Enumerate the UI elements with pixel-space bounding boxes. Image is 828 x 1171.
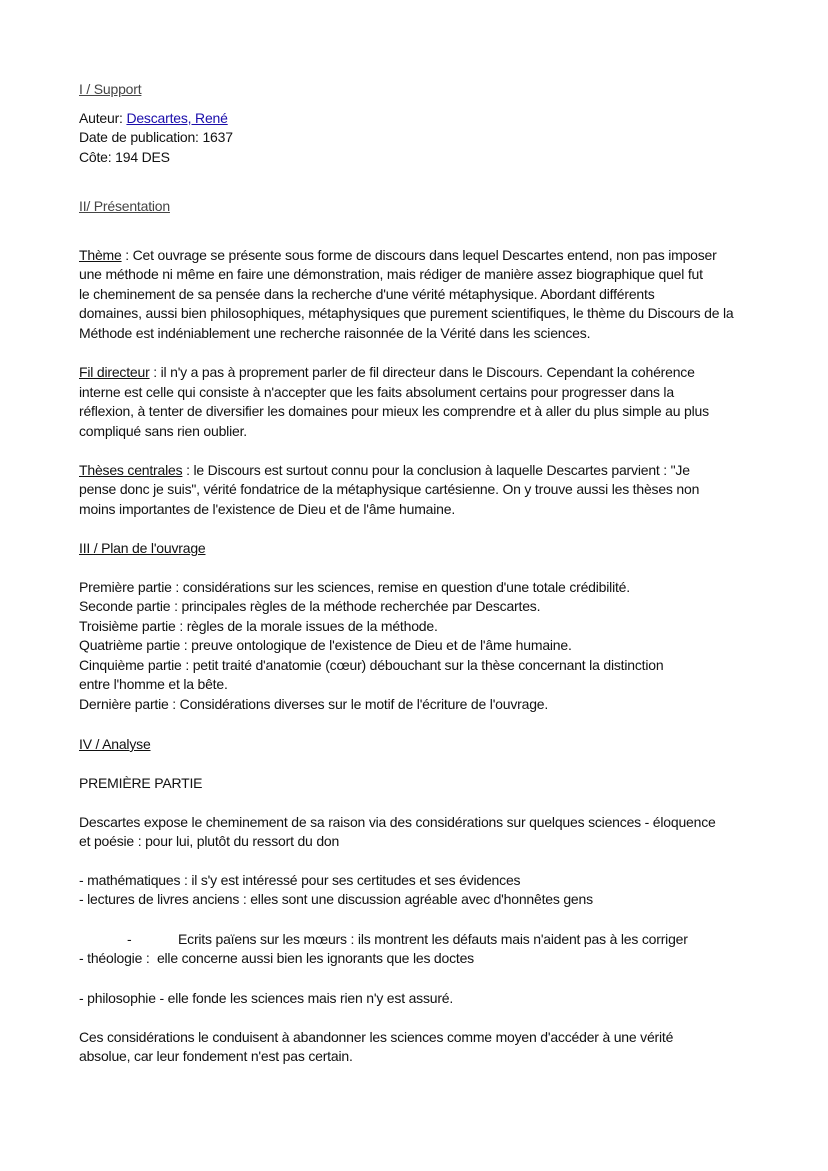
theme-line: une méthode ni même en faire une démonstration, mais rédiger de manière assez biographique quel fut: [79, 266, 703, 282]
theme-label: Thème: [79, 247, 122, 263]
section-heading-presentation: II/ Présentation: [79, 198, 170, 214]
analyse-bullet-item: Ecrits païens sur les mœurs : ils montrent les défauts mais n'aident pas à les corriger: [178, 931, 688, 947]
plan-line: Troisième partie : règles de la morale issues de la méthode.: [79, 618, 438, 634]
analyse-conclusion: Ces considérations le conduisent à abandonner les sciences comme moyen d'accéder à une vérité: [79, 1029, 674, 1045]
text: : il n'y a pas à proprement parler de fil directeur dans le Discours. Cependant la cohérence: [149, 364, 695, 380]
plan-line: Seconde partie : principales règles de la méthode recherchée par Descartes.: [79, 598, 541, 614]
fil-line: [79, 363, 695, 381]
text: : Cet ouvrage se présente sous forme de discours dans lequel Descartes entend, non pas imposer: [121, 247, 717, 263]
text: : le Discours est surtout connu pour la conclusion à laquelle Descartes parvient : "Je: [182, 462, 690, 478]
plan-line: Dernière partie : Considérations diverses sur le motif de l'écriture de l'ouvrage.: [79, 696, 549, 712]
plan-line: entre l'homme et la bête.: [79, 676, 228, 692]
analyse-item: - lectures de livres anciens : elles sont une discussion agréable avec d'honnêtes gens: [79, 891, 593, 907]
subheading-premiere-partie: PREMIÈRE PARTIE: [79, 775, 203, 791]
theme-line: domaines, aussi bien philosophiques, métaphysiques que purement scientifiques, le thème du Discours de la: [79, 305, 734, 321]
author-link[interactable]: Descartes, René: [126, 110, 228, 126]
analyse-intro: et poésie : pour lui, plutôt du ressort du don: [79, 833, 340, 849]
analyse-item: - mathématiques : il s'y est intéressé pour ses certitudes et ses évidences: [79, 872, 521, 888]
plan-line: Cinquième partie : petit traité d'anatomie (cœur) débouchant sur la thèse concernant la distinction: [79, 657, 664, 673]
publication-date: Date de publication: 1637: [79, 129, 233, 145]
theme-line: le cheminement de sa pensée dans la recherche d'une vérité métaphysique. Abordant différents: [79, 286, 655, 302]
theses-line: pense donc je suis", vérité fondatrice de la métaphysique cartésienne. On y trouve aussi les thèses non: [79, 481, 700, 497]
theme-line: [79, 246, 717, 264]
analyse-intro: Descartes expose le cheminement de sa raison via des considérations sur quelques sciences - éloquence: [79, 814, 716, 830]
section-heading-analyse: IV / Analyse: [79, 736, 151, 752]
theses-line: moins importantes de l'existence de Dieu et de l'âme humaine.: [79, 501, 456, 517]
bullet-marker: -: [127, 931, 132, 947]
fil-line: compliqué sans rien oublier.: [79, 423, 247, 439]
author-line: [79, 109, 228, 127]
fil-line: interne est celle qui consiste à n'accepter que les faits absolument certains pour progresser dans la: [79, 384, 674, 400]
analyse-conclusion: absolue, car leur fondement n'est pas certain.: [79, 1048, 353, 1064]
fil-line: réflexion, à tenter de diversifier les domaines pour mieux les comprendre et à aller du plus simple au plus: [79, 403, 709, 419]
theme-line: Méthode est indéniablement une recherche raisonnée de la Vérité dans les sciences.: [79, 325, 591, 341]
shelf-mark: Côte: 194 DES: [79, 149, 170, 165]
fil-label: Fil directeur: [79, 364, 150, 380]
analyse-item: - philosophie - elle fonde les sciences mais rien n'y est assuré.: [79, 990, 454, 1006]
section-heading-support: I / Support: [79, 81, 142, 97]
plan-line: Quatrième partie : preuve ontologique de l'existence de Dieu et de l'âme humaine.: [79, 637, 572, 653]
section-heading-plan: III / Plan de l'ouvrage: [79, 540, 206, 556]
author-label: Auteur:: [79, 110, 127, 126]
analyse-item: - théologie : elle concerne aussi bien les ignorants que les doctes: [79, 950, 474, 966]
theses-label: Thèses centrales: [79, 462, 183, 478]
theses-line: [79, 461, 690, 479]
plan-line: Première partie : considérations sur les sciences, remise en question d'une totale crédibilité.: [79, 579, 630, 595]
